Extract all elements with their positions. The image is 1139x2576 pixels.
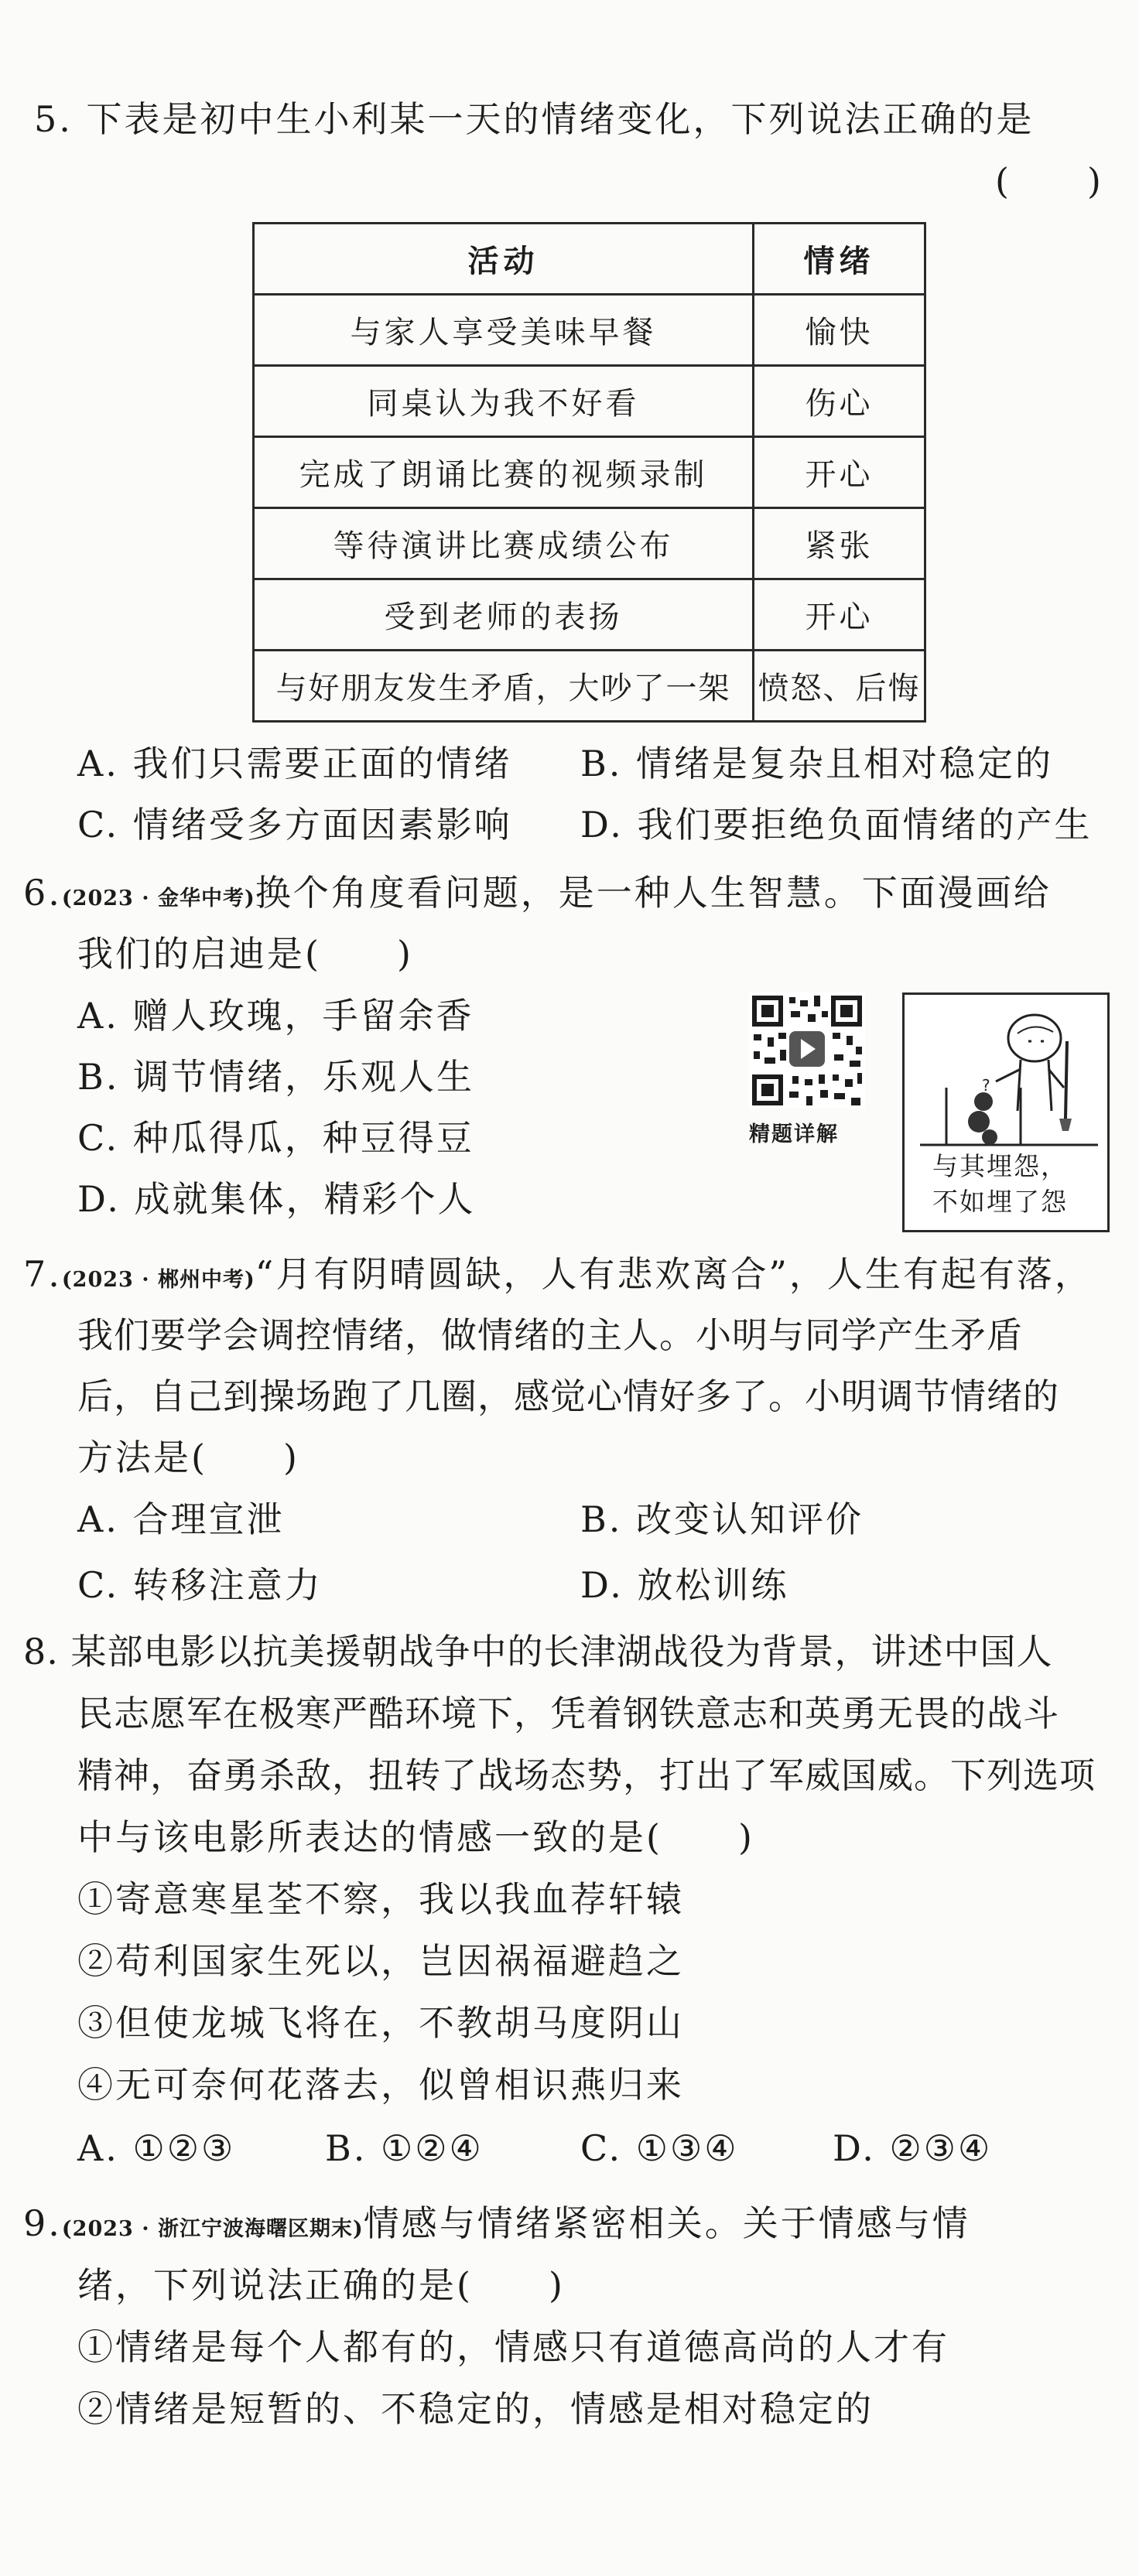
qr-code[interactable]	[749, 992, 865, 1109]
q8-option-b: B. ①②④	[325, 2127, 484, 2169]
q8-item-4: ④无可奈何花落去，似曾相识燕归来	[77, 2064, 684, 2106]
cartoon-caption-2: 不如埋了怨	[932, 1187, 1068, 1217]
q7-line-4: 方法是( )	[77, 1437, 299, 1478]
q6-option-c: C. 种瓜得瓜，种豆得豆	[77, 1117, 474, 1159]
table-cell-activity: 与好朋友发生矛盾，大吵了一架	[254, 651, 754, 722]
table-header-activity: 活动	[254, 224, 754, 295]
table-cell-emotion: 愤怒、后悔	[754, 651, 925, 722]
cartoon-caption-1: 与其埋怨，	[932, 1151, 1068, 1181]
table-cell-activity: 完成了朗诵比赛的视频录制	[254, 437, 754, 508]
q6-line-2: 我们的启迪是( )	[77, 933, 413, 975]
q5-option-c: C. 情绪受多方面因素影响	[77, 804, 512, 846]
qr-caption: 精题详解	[749, 1122, 839, 1146]
cartoon-image	[905, 995, 1107, 1150]
emotion-table	[252, 222, 926, 723]
q5-answer-paren: ( )	[995, 160, 1103, 202]
q5-option-a: A. 我们只需要正面的情绪	[77, 743, 512, 784]
q7-option-a: A. 合理宣泄	[77, 1498, 285, 1540]
table-header-row	[254, 224, 925, 295]
q8-line-1: 8. 某部电影以抗美援朝战争中的长津湖战役为背景，讲述中国人	[23, 1631, 1053, 1672]
q8-option-d: D. ②③④	[833, 2127, 993, 2169]
q9-item-1: ①情绪是每个人都有的，情感只有道德高尚的人才有	[77, 2326, 949, 2368]
q8-line-3: 精神，奋勇杀敌，扭转了战场态势，打出了军威国威。下列选项	[77, 1754, 1096, 1796]
q7-line-2: 我们要学会调控情绪，做情绪的主人。小明与同学产生矛盾	[77, 1314, 1023, 1356]
table-cell-emotion: 开心	[754, 437, 925, 508]
q8-item-1: ①寄意寒星荃不察，我以我血荐轩辕	[77, 1878, 684, 1920]
q8-line-2: 民志愿军在极寒严酷环境下，凭着钢铁意志和英勇无畏的战斗	[77, 1693, 1059, 1734]
table-row	[254, 295, 925, 366]
q7-option-d: D. 放松训练	[580, 1564, 789, 1606]
q9-line-2: 绪，下列说法正确的是( )	[77, 2264, 565, 2306]
q7-number: 7.	[23, 1253, 62, 1295]
q5-stem: 5. 下表是初中生小利某一天的情绪变化，下列说法正确的是	[34, 98, 1035, 140]
q6-line-1	[23, 869, 1052, 922]
table-header-emotion: 情绪	[754, 224, 925, 295]
table-cell-activity: 等待演讲比赛成绩公布	[254, 508, 754, 579]
q7-line-1	[23, 1251, 1093, 1303]
cartoon-frame	[902, 992, 1110, 1232]
q7-line-3: 后，自己到操场跑了几圈，感觉心情好多了。小明调节情绪的	[77, 1375, 1059, 1417]
table-row	[254, 508, 925, 579]
table-row	[254, 651, 925, 722]
q7-text: “月有阴晴圆缺，人有悲欢离合”，人生有起有落，	[255, 1253, 1093, 1295]
q8-option-c: C. ①③④	[580, 2127, 739, 2169]
q9-item-2: ②情绪是短暂的、不稳定的，情感是相对稳定的	[77, 2388, 874, 2430]
q9-line-1	[23, 2200, 970, 2253]
svg-text:?: ?	[982, 1076, 990, 1095]
table-cell-activity: 受到老师的表扬	[254, 579, 754, 651]
q9-text: 情感与情绪紧密相关。关于情感与情	[363, 2202, 970, 2244]
table-cell-activity: 同桌认为我不好看	[254, 366, 754, 437]
q9-number: 9.	[23, 2202, 62, 2244]
q5-option-b: B. 情绪是复杂且相对稳定的	[580, 743, 1054, 784]
q8-line-4: 中与该电影所表达的情感一致的是( )	[77, 1816, 754, 1858]
table-row	[254, 366, 925, 437]
table-cell-emotion: 伤心	[754, 366, 925, 437]
q8-option-a: A. ①②③	[77, 2127, 236, 2169]
q8-item-2: ②苟利国家生死以，岂因祸福避趋之	[77, 1940, 684, 1982]
qr-code-icon	[749, 992, 865, 1109]
table-cell-emotion: 愉快	[754, 295, 925, 366]
table-cell-emotion: 紧张	[754, 508, 925, 579]
table-cell-emotion: 开心	[754, 579, 925, 651]
q6-number: 6.	[23, 872, 62, 914]
table-cell-activity: 与家人享受美味早餐	[254, 295, 754, 366]
q7-option-c: C. 转移注意力	[77, 1564, 323, 1606]
q7-source: (2023 · 郴州中考)	[61, 1268, 255, 1292]
q6-source: (2023 · 金华中考)	[61, 887, 255, 910]
q7-option-b: B. 改变认知评价	[580, 1498, 864, 1540]
q6-option-a: A. 赠人玫瑰，手留余香	[77, 995, 474, 1037]
q9-source: (2023 · 浙江宁波海曙区期末)	[61, 2217, 364, 2241]
q8-item-3: ③但使龙城飞将在，不教胡马度阴山	[77, 2002, 684, 2044]
table-row	[254, 579, 925, 651]
q5-option-d: D. 我们要拒绝负面情绪的产生	[580, 804, 1093, 846]
table-row	[254, 437, 925, 508]
q6-option-d: D. 成就集体，精彩个人	[77, 1178, 476, 1220]
q6-text: 换个角度看问题，是一种人生智慧。下面漫画给	[255, 872, 1052, 914]
q6-option-b: B. 调节情绪，乐观人生	[77, 1056, 475, 1098]
